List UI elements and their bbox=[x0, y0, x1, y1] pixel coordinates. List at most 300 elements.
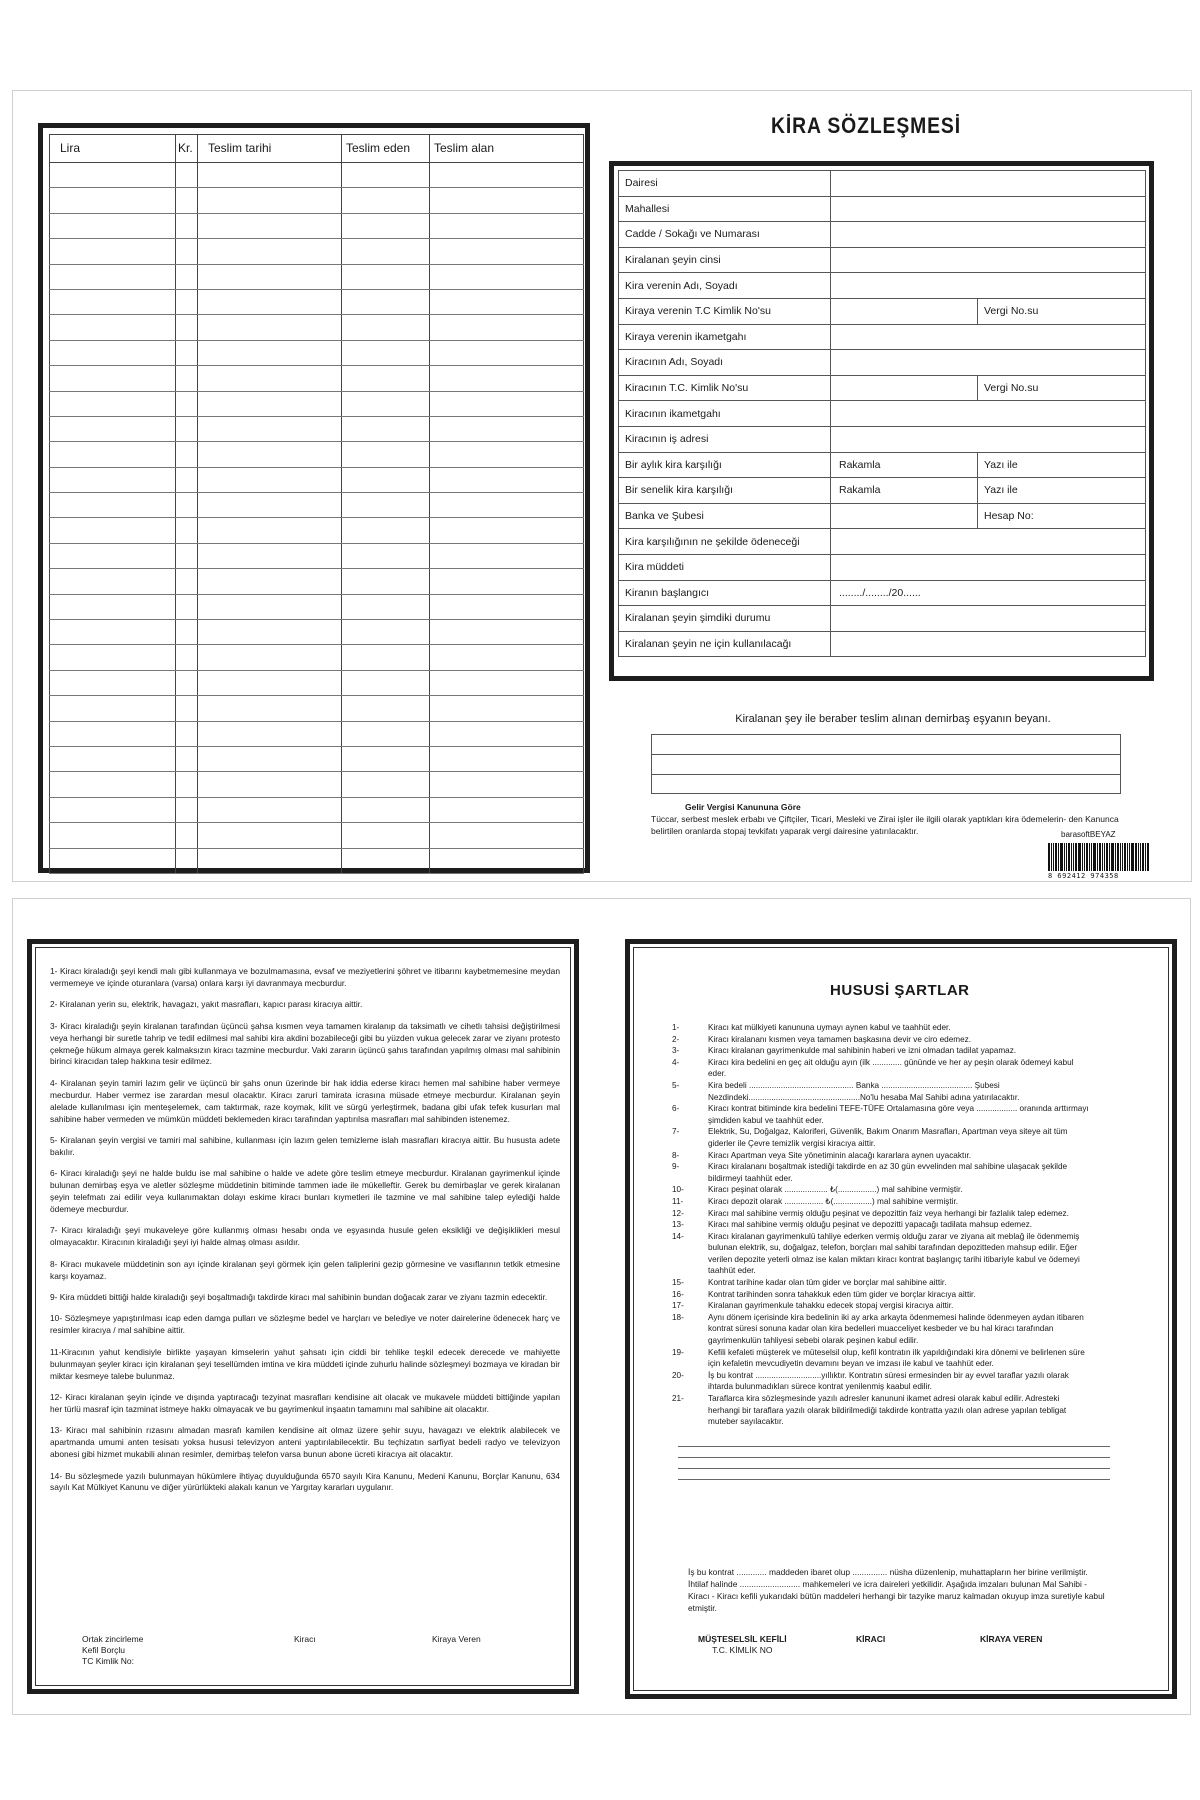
ledger-cell[interactable] bbox=[430, 264, 584, 289]
special-term-item bbox=[672, 1289, 1092, 1301]
ledger-cell[interactable] bbox=[198, 493, 342, 518]
special-term-text: Kiracı kiralanan gayrimenkulde mal sahibinin haberi ve izni olmadan tadilat yapamaz. bbox=[708, 1046, 1017, 1056]
inventory-line[interactable] bbox=[652, 735, 1120, 755]
ledger-cell[interactable] bbox=[198, 213, 342, 238]
special-term-item bbox=[672, 1370, 1092, 1393]
contract-info-row bbox=[619, 503, 1146, 529]
ledger-cell[interactable] bbox=[430, 493, 584, 518]
ledger-cell[interactable] bbox=[198, 163, 342, 188]
ledger-cell[interactable] bbox=[176, 848, 198, 873]
ledger-cell[interactable] bbox=[198, 366, 342, 391]
ledger-cell[interactable] bbox=[176, 467, 198, 492]
barcode-bar bbox=[1142, 843, 1144, 871]
general-terms-list bbox=[50, 966, 560, 1504]
contract-field-secondary[interactable]: Vergi No.su bbox=[978, 375, 1146, 401]
ledger-cell[interactable] bbox=[176, 493, 198, 518]
ledger-cell[interactable] bbox=[176, 696, 198, 721]
ledger-cell[interactable] bbox=[176, 213, 198, 238]
ledger-cell[interactable] bbox=[176, 797, 198, 822]
ledger-cell[interactable] bbox=[342, 569, 430, 594]
ledger-cell[interactable] bbox=[176, 340, 198, 365]
ledger-cell[interactable] bbox=[198, 645, 342, 670]
special-term-text: Kiracı kira bedelini en geç ait olduğu ayın (ilk ............. gününde ve her ay peşin olarak ödemeyi kabul eder. bbox=[708, 1057, 1074, 1079]
contract-field-secondary[interactable]: Yazı ile bbox=[978, 478, 1146, 504]
ledger-cell[interactable] bbox=[430, 797, 584, 822]
ledger-row bbox=[50, 239, 584, 264]
ledger-cell[interactable] bbox=[50, 569, 176, 594]
ledger-cell[interactable] bbox=[430, 467, 584, 492]
extra-terms-line[interactable] bbox=[678, 1457, 1110, 1458]
special-term-text: Kiracı peşinat olarak ................... ₺(.................) mal sahibine vermiştir. bbox=[708, 1185, 963, 1195]
ledger-cell[interactable] bbox=[198, 823, 342, 848]
ledger-cell[interactable] bbox=[50, 467, 176, 492]
ledger-cell[interactable] bbox=[176, 569, 198, 594]
general-term-item: 10- Sözleşmeye yapıştırılması icap eden damga pulları ve sözleşme bedel ve harçları ve belediye ve noter dairelerine ödenecek harç ve resimler kiracıya / mal sahibine aittir. bbox=[50, 1313, 560, 1336]
special-term-item bbox=[672, 1103, 1092, 1126]
ledger-header-kurus: Kr. bbox=[176, 135, 198, 163]
special-terms-list bbox=[672, 1022, 1092, 1428]
special-term-number: 13- bbox=[672, 1220, 684, 1230]
contract-field-value[interactable] bbox=[831, 503, 978, 529]
ledger-cell[interactable] bbox=[176, 543, 198, 568]
contract-field-label: Bir senelik kira karşılığı bbox=[619, 478, 831, 504]
ledger-cell[interactable] bbox=[430, 188, 584, 213]
inventory-line[interactable] bbox=[652, 775, 1120, 794]
ledger-cell[interactable] bbox=[342, 772, 430, 797]
ledger-cell[interactable] bbox=[198, 391, 342, 416]
special-term-item bbox=[672, 1150, 1092, 1162]
ledger-row bbox=[50, 391, 584, 416]
special-term-number: 18- bbox=[672, 1312, 684, 1322]
special-term-text: Kiracı kiralanan gayrimenkulü tahliye ederken vermiş olduğu zarar ve ziyana ait meblağ ile ödenmemiş bulunan elektrik, su, doğalgaz, telefon, borçları mal sahibi tarafından depozitteden mahsup edilir. Eğer verilen depozite yeterli olmaz ise kalan miktarı kiracı kontrat başlangıç tarihi itibariyle kabul ve ödemeyi taahhüt eder. bbox=[708, 1231, 1080, 1276]
special-term-text: Taraflarca kira sözleşmesinde yazılı adresler kanununi ikamet adresi olarak kabul edilir. Adresteki herhangi bir taraflara yazılı olarak bildirilmediği takdirde kontratta yazılı olan adrese yapılan tebligat muteber sayılacaktır. bbox=[708, 1394, 1067, 1427]
special-terms-footer: İş bu kontrat ............. maddeden ibaret olup ............... nüsha düzenlenip, muhattapların her birine verilmiştir. İhtilaf halinde .......................... mahkemeleri ve icra daireleri yetkilidir. Aşağıda imzaları bulunan Mal Sahibi - Kiracı - Kiracı kefili yukarıdaki bütün maddeleri herhangi bir tazyike maruz kalmadan okuyup imza suretiyle kabul etmiştir. bbox=[688, 1567, 1105, 1613]
ledger-cell[interactable] bbox=[198, 594, 342, 619]
special-term-number: 5- bbox=[672, 1080, 680, 1090]
contract-field-value[interactable] bbox=[831, 247, 1146, 273]
guarantor-label-line: TC Kimlik No: bbox=[82, 1656, 134, 1666]
guarantor-id-label: T.C. KİMLİK NO bbox=[712, 1645, 773, 1655]
barcode bbox=[1048, 843, 1150, 871]
barcode-bar bbox=[1084, 843, 1085, 871]
barcode-bar bbox=[1058, 843, 1059, 871]
ledger-cell[interactable] bbox=[430, 696, 584, 721]
ledger-cell[interactable] bbox=[430, 569, 584, 594]
barcode-bar bbox=[1078, 843, 1081, 871]
contract-field-value[interactable] bbox=[831, 171, 1146, 197]
ledger-cell[interactable] bbox=[198, 239, 342, 264]
ledger-cell[interactable] bbox=[198, 543, 342, 568]
special-term-text: Kira bedeli .............................................. Banka ........................................ Şubesi Nezdindeki.................................................No'lu hesaba Mal Sahibi adına yatırılacaktır. bbox=[708, 1080, 1020, 1102]
ledger-cell[interactable] bbox=[430, 645, 584, 670]
ledger-header-received-by: Teslim alan bbox=[430, 135, 584, 163]
ledger-cell[interactable] bbox=[342, 797, 430, 822]
general-term-item: 9- Kira müddeti bittiği halde kiraladığı şeyi boşaltmadığı takdirde kiracı mal sahibinin bundan doğacak zarar ve ziyanı tazmin edecektir. bbox=[50, 1292, 548, 1303]
general-term-item: 4- Kiralanan şeyin tamiri lazım gelir ve üçüncü bir şahs onun üzerinde bir hak iddia ederse kiracı hemen mal sahibine haber vermeye mecburdur. Haber vermez ise zarardan mesul olacaktır. Kiracı zaruri tamirata icrasına müsade etmeye mecburdur. Kiralanan şeyin alelade kullanılması için menteşelemek, cam taktırmak, raze koymak, kilit ve sürgü yerleştirmek, badana gibi ufak tefek kusurları mal sahibine haber vermeden ve mümkün müddeti beklemeden kiracı tarafından yaptırılsa masrafları mal sahibinden istenemez. bbox=[50, 1077, 560, 1124]
ledger-cell[interactable] bbox=[342, 543, 430, 568]
ledger-cell[interactable] bbox=[198, 442, 342, 467]
contract-field-label: Kira verenin Adı, Soyadı bbox=[619, 273, 831, 299]
ledger-cell[interactable] bbox=[50, 594, 176, 619]
ledger-cell[interactable] bbox=[430, 442, 584, 467]
special-term-number: 6- bbox=[672, 1104, 680, 1114]
ledger-cell[interactable] bbox=[50, 772, 176, 797]
ledger-cell[interactable] bbox=[176, 772, 198, 797]
special-term-item bbox=[672, 1034, 1092, 1046]
ledger-cell[interactable] bbox=[342, 163, 430, 188]
contract-field-value[interactable]: Rakamla bbox=[831, 452, 978, 478]
ledger-cell[interactable] bbox=[198, 315, 342, 340]
contract-info-row bbox=[619, 298, 1146, 324]
contract-field-secondary[interactable]: Vergi No.su bbox=[978, 298, 1146, 324]
ledger-cell[interactable] bbox=[176, 620, 198, 645]
ledger-cell[interactable] bbox=[342, 239, 430, 264]
extra-terms-line[interactable] bbox=[678, 1479, 1110, 1480]
ledger-cell[interactable] bbox=[342, 416, 430, 441]
barcode-bar bbox=[1127, 843, 1128, 871]
barcode-number: 8 692412 974358 bbox=[1048, 872, 1119, 880]
ledger-cell[interactable] bbox=[342, 366, 430, 391]
ledger-row bbox=[50, 620, 584, 645]
ledger-cell[interactable] bbox=[50, 721, 176, 746]
contract-field-value[interactable] bbox=[831, 350, 1146, 376]
contract-field-value[interactable] bbox=[831, 273, 1146, 299]
ledger-cell[interactable] bbox=[430, 391, 584, 416]
ledger-cell[interactable] bbox=[176, 746, 198, 771]
contract-field-label: Cadde / Sokağı ve Numarası bbox=[619, 222, 831, 248]
inventory-declaration-box[interactable] bbox=[651, 734, 1121, 794]
ledger-cell[interactable] bbox=[342, 188, 430, 213]
contract-info-row bbox=[619, 478, 1146, 504]
ledger-header-delivered-by: Teslim eden bbox=[342, 135, 430, 163]
contract-field-label: Kira müddeti bbox=[619, 554, 831, 580]
special-term-text: Aynı dönem içerisinde kira bedelinin iki ay arka arkayta ödenmemesi halinde ödenmeyen aydan itibaren kontrat süresi sonuna kadar olan kira bedelleri muacceliyet kesbeder ve bu hal kiracı tarafından gayrimenkulün tahliyesi sebebi olarak peşinen kabul edilir. bbox=[708, 1312, 1084, 1346]
contract-field-label: Kiracının T.C. Kimlik No'su bbox=[619, 375, 831, 401]
ledger-cell[interactable] bbox=[50, 239, 176, 264]
ledger-header-lira: Lira bbox=[50, 135, 176, 163]
special-term-item bbox=[672, 1208, 1092, 1220]
contract-field-label: Kiranın başlangıcı bbox=[619, 580, 831, 606]
ledger-cell[interactable] bbox=[342, 823, 430, 848]
ledger-cell[interactable] bbox=[176, 188, 198, 213]
ledger-cell[interactable] bbox=[342, 315, 430, 340]
ledger-cell[interactable] bbox=[176, 670, 198, 695]
ledger-cell[interactable] bbox=[430, 315, 584, 340]
ledger-cell[interactable] bbox=[342, 670, 430, 695]
barcode-bar bbox=[1138, 843, 1139, 871]
contract-info-rows bbox=[619, 171, 1146, 657]
ledger-cell[interactable] bbox=[342, 213, 430, 238]
barcode-bar bbox=[1055, 843, 1057, 871]
ledger-cell[interactable] bbox=[342, 289, 430, 314]
ledger-cell[interactable] bbox=[176, 594, 198, 619]
ledger-cell[interactable] bbox=[50, 163, 176, 188]
ledger-cell[interactable] bbox=[176, 442, 198, 467]
special-term-item bbox=[672, 1393, 1092, 1428]
ledger-row bbox=[50, 569, 584, 594]
contract-field-label: Mahallesi bbox=[619, 196, 831, 222]
barcode-bar bbox=[1053, 843, 1054, 871]
contract-field-value[interactable] bbox=[831, 606, 1146, 632]
ledger-cell[interactable] bbox=[176, 391, 198, 416]
general-term-item: 12- Kiracı kiralanan şeyin içinde ve dışında yaptıracağı tezyinat masrafları kendisine ait olacak ve mukavele müddeti bittiğinde yapılan her türlü masraf için tazminat istmeye hakkı olmayacak ve bu gayrimenkul inşaatın tamamını mal sahibine ait olacaktır. bbox=[50, 1391, 560, 1414]
contract-info-table bbox=[618, 170, 1146, 657]
ledger-cell[interactable] bbox=[430, 823, 584, 848]
ledger-row bbox=[50, 289, 584, 314]
ledger-cell[interactable] bbox=[342, 721, 430, 746]
barcode-bar bbox=[1135, 843, 1137, 871]
ledger-row bbox=[50, 163, 584, 188]
ledger-cell[interactable] bbox=[342, 340, 430, 365]
guarantor-signature-label bbox=[698, 1634, 787, 1656]
special-term-item bbox=[672, 1080, 1092, 1103]
contract-field-value[interactable] bbox=[831, 324, 1146, 350]
contract-field-value[interactable] bbox=[831, 529, 1146, 555]
contract-field-value[interactable]: ......../......../20...... bbox=[831, 580, 1146, 606]
ledger-cell[interactable] bbox=[342, 442, 430, 467]
ledger-cell[interactable] bbox=[342, 493, 430, 518]
contract-field-value[interactable] bbox=[831, 222, 1146, 248]
ledger-cell[interactable] bbox=[198, 772, 342, 797]
ledger-cell[interactable] bbox=[176, 416, 198, 441]
ledger-cell[interactable] bbox=[342, 391, 430, 416]
ledger-cell[interactable] bbox=[50, 746, 176, 771]
contract-field-value[interactable]: Rakamla bbox=[831, 478, 978, 504]
special-term-item bbox=[672, 1045, 1092, 1057]
ledger-cell[interactable] bbox=[342, 645, 430, 670]
ledger-cell[interactable] bbox=[430, 239, 584, 264]
contract-field-label: Kiraya verenin T.C Kimlik No'su bbox=[619, 298, 831, 324]
special-term-item bbox=[672, 1312, 1092, 1347]
contract-field-secondary[interactable]: Hesap No: bbox=[978, 503, 1146, 529]
ledger-cell[interactable] bbox=[50, 289, 176, 314]
ledger-cell[interactable] bbox=[50, 518, 176, 543]
ledger-cell[interactable] bbox=[198, 518, 342, 543]
general-terms-sheet bbox=[12, 898, 593, 1715]
contract-field-secondary[interactable]: Yazı ile bbox=[978, 452, 1146, 478]
contract-field-label: Kira karşılığının ne şekilde ödeneceği bbox=[619, 529, 831, 555]
barcode-bar bbox=[1147, 843, 1149, 871]
ledger-cell[interactable] bbox=[430, 366, 584, 391]
contract-info-row bbox=[619, 222, 1146, 248]
ledger-cell[interactable] bbox=[50, 823, 176, 848]
special-term-number: 20- bbox=[672, 1370, 684, 1380]
ledger-cell[interactable] bbox=[50, 366, 176, 391]
barcode-bar bbox=[1129, 843, 1130, 871]
special-term-number: 12- bbox=[672, 1208, 684, 1218]
ledger-cell[interactable] bbox=[430, 213, 584, 238]
contract-field-value[interactable] bbox=[831, 426, 1146, 452]
barcode-bar bbox=[1111, 843, 1114, 871]
contract-info-row bbox=[619, 426, 1146, 452]
barcode-bar bbox=[1140, 843, 1141, 871]
ledger-row bbox=[50, 772, 584, 797]
ledger-cell[interactable] bbox=[342, 620, 430, 645]
ledger-rows bbox=[50, 163, 584, 874]
ledger-cell[interactable] bbox=[198, 746, 342, 771]
ledger-cell[interactable] bbox=[176, 721, 198, 746]
barcode-bar bbox=[1109, 843, 1110, 871]
ledger-cell[interactable] bbox=[342, 467, 430, 492]
ledger-row bbox=[50, 797, 584, 822]
ledger-cell[interactable] bbox=[176, 315, 198, 340]
ledger-cell[interactable] bbox=[430, 772, 584, 797]
landlord-signature-label: Kiraya Veren bbox=[432, 1634, 481, 1644]
tenant-signature-label: Kiracı bbox=[294, 1634, 316, 1644]
special-terms-title: HUSUSİ ŞARTLAR bbox=[830, 982, 970, 999]
guarantor-label-line: Ortak zincirleme bbox=[82, 1634, 144, 1644]
inventory-line[interactable] bbox=[652, 755, 1120, 775]
ledger-cell[interactable] bbox=[342, 594, 430, 619]
ledger-cell[interactable] bbox=[198, 848, 342, 873]
ledger-row bbox=[50, 315, 584, 340]
ledger-cell[interactable] bbox=[176, 163, 198, 188]
ledger-cell[interactable] bbox=[50, 645, 176, 670]
ledger-cell[interactable] bbox=[50, 340, 176, 365]
ledger-cell[interactable] bbox=[50, 696, 176, 721]
ledger-cell[interactable] bbox=[50, 213, 176, 238]
ledger-cell[interactable] bbox=[198, 620, 342, 645]
ledger-row bbox=[50, 213, 584, 238]
ledger-cell[interactable] bbox=[198, 264, 342, 289]
contract-field-value[interactable] bbox=[831, 375, 978, 401]
contract-info-row bbox=[619, 606, 1146, 632]
ledger-cell[interactable] bbox=[430, 594, 584, 619]
special-terms-frame bbox=[625, 939, 1177, 1699]
ledger-cell[interactable] bbox=[198, 340, 342, 365]
ledger-row bbox=[50, 188, 584, 213]
ledger-cell[interactable] bbox=[50, 848, 176, 873]
contract-info-row bbox=[619, 375, 1146, 401]
special-term-text: Kiracı depozit olarak ................. ₺(.................) mal sahibine vermiştir. bbox=[708, 1196, 958, 1206]
barcode-bar bbox=[1099, 843, 1101, 871]
contract-field-value[interactable] bbox=[831, 401, 1146, 427]
special-term-number: 4- bbox=[672, 1057, 680, 1067]
ledger-cell[interactable] bbox=[198, 797, 342, 822]
contract-field-label: Kiralanan şeyin cinsi bbox=[619, 247, 831, 273]
ledger-cell[interactable] bbox=[430, 721, 584, 746]
ledger-cell[interactable] bbox=[342, 746, 430, 771]
barcode-bar bbox=[1073, 843, 1074, 871]
ledger-cell[interactable] bbox=[198, 569, 342, 594]
ledger-cell[interactable] bbox=[198, 670, 342, 695]
ledger-cell[interactable] bbox=[176, 823, 198, 848]
ledger-cell[interactable] bbox=[342, 848, 430, 873]
payment-ledger-table bbox=[49, 134, 584, 874]
special-term-number: 1- bbox=[672, 1023, 680, 1032]
contract-field-value[interactable] bbox=[831, 631, 1146, 657]
ledger-cell[interactable] bbox=[198, 416, 342, 441]
ledger-row bbox=[50, 696, 584, 721]
ledger-cell[interactable] bbox=[176, 239, 198, 264]
ledger-cell[interactable] bbox=[198, 721, 342, 746]
ledger-cell[interactable] bbox=[430, 340, 584, 365]
ledger-cell[interactable] bbox=[50, 315, 176, 340]
ledger-row bbox=[50, 670, 584, 695]
ledger-cell[interactable] bbox=[50, 442, 176, 467]
extra-terms-line[interactable] bbox=[678, 1468, 1110, 1469]
ledger-cell[interactable] bbox=[342, 696, 430, 721]
ledger-cell[interactable] bbox=[50, 620, 176, 645]
ledger-cell[interactable] bbox=[430, 848, 584, 873]
ledger-cell[interactable] bbox=[176, 289, 198, 314]
contract-field-label: Bir aylık kira karşılığı bbox=[619, 452, 831, 478]
ledger-row bbox=[50, 594, 584, 619]
ledger-cell[interactable] bbox=[50, 416, 176, 441]
barcode-bar bbox=[1089, 843, 1090, 871]
ledger-cell[interactable] bbox=[430, 670, 584, 695]
ledger-cell[interactable] bbox=[176, 264, 198, 289]
ledger-cell[interactable] bbox=[430, 620, 584, 645]
special-term-number: 7- bbox=[672, 1127, 680, 1137]
ledger-cell[interactable] bbox=[50, 391, 176, 416]
barcode-bar bbox=[1102, 843, 1103, 871]
ledger-cell[interactable] bbox=[198, 696, 342, 721]
ledger-row bbox=[50, 848, 584, 873]
special-term-item bbox=[672, 1184, 1092, 1196]
ledger-cell[interactable] bbox=[430, 746, 584, 771]
ledger-cell[interactable] bbox=[430, 289, 584, 314]
ledger-cell[interactable] bbox=[430, 163, 584, 188]
barcode-bar bbox=[1131, 843, 1134, 871]
ledger-cell[interactable] bbox=[198, 188, 342, 213]
ledger-cell[interactable] bbox=[50, 543, 176, 568]
ledger-cell[interactable] bbox=[50, 264, 176, 289]
ledger-cell[interactable] bbox=[430, 543, 584, 568]
special-term-number: 10- bbox=[672, 1185, 684, 1195]
contract-field-label: Dairesi bbox=[619, 171, 831, 197]
barcode-bar bbox=[1145, 843, 1146, 871]
contract-field-value[interactable] bbox=[831, 196, 1146, 222]
special-term-number: 8- bbox=[672, 1150, 680, 1160]
barcode-bar bbox=[1075, 843, 1077, 871]
special-term-text: Kontrat tarihinden sonra tahakkuk eden tüm gider ve borçlar kiracıya aittir. bbox=[708, 1289, 976, 1299]
ledger-cell[interactable] bbox=[198, 289, 342, 314]
ledger-row bbox=[50, 366, 584, 391]
guarantor-label-line: Kefil Borçlu bbox=[82, 1645, 125, 1655]
special-term-text: Kiracı kiralananı boşaltmak istediği takdirde en az 30 gün evvelinden mal sahibine ulaşacak şekilde bildirmeyi taahhüt eder. bbox=[708, 1162, 1068, 1183]
contract-field-label: Banka ve Şubesi bbox=[619, 503, 831, 529]
barcode-bar bbox=[1086, 843, 1088, 871]
barcode-bar bbox=[1120, 843, 1121, 871]
ledger-cell[interactable] bbox=[342, 518, 430, 543]
extra-terms-line[interactable] bbox=[678, 1446, 1110, 1447]
inventory-caption: Kiralanan şey ile beraber teslim alınan demirbaş eşyanın beyanı. bbox=[735, 713, 1051, 725]
ledger-cell[interactable] bbox=[198, 467, 342, 492]
ledger-row bbox=[50, 467, 584, 492]
general-term-item: 5- Kiralanan şeyin vergisi ve tamiri mal sahibine, kullanması için lazım gelen temizleme islah masrafları kiracıya aittir. Bu hususta adete bakılır. bbox=[50, 1134, 560, 1157]
contract-info-row bbox=[619, 350, 1146, 376]
ledger-cell[interactable] bbox=[50, 493, 176, 518]
special-term-text: İş bu kontrat .............................yıllıktır. Kontratın süresi ermesinden bir ay evvel taraflar yazılı olarak ihtarda bulunmadıkları sürece kontrat yenilenmiş kaabul edilir. bbox=[708, 1370, 1069, 1392]
contract-field-label: Kiracının ikametgahı bbox=[619, 401, 831, 427]
ledger-cell[interactable] bbox=[342, 264, 430, 289]
ledger-cell[interactable] bbox=[176, 518, 198, 543]
ledger-header-delivery-date: Teslim tarihi bbox=[198, 135, 342, 163]
general-term-item: 2- Kiralanan yerin su, elektrik, havagazı, yakıt masrafları, kapıcı parası kiracıya aittir. bbox=[50, 999, 363, 1010]
special-term-item bbox=[672, 1277, 1092, 1289]
contract-field-value[interactable] bbox=[831, 554, 1146, 580]
ledger-cell[interactable] bbox=[50, 797, 176, 822]
ledger-cell[interactable] bbox=[430, 518, 584, 543]
ledger-cell[interactable] bbox=[176, 645, 198, 670]
contract-field-value[interactable] bbox=[831, 298, 978, 324]
ledger-cell[interactable] bbox=[50, 188, 176, 213]
ledger-cell[interactable] bbox=[430, 416, 584, 441]
ledger-row bbox=[50, 823, 584, 848]
ledger-cell[interactable] bbox=[50, 670, 176, 695]
ledger-cell[interactable] bbox=[176, 366, 198, 391]
